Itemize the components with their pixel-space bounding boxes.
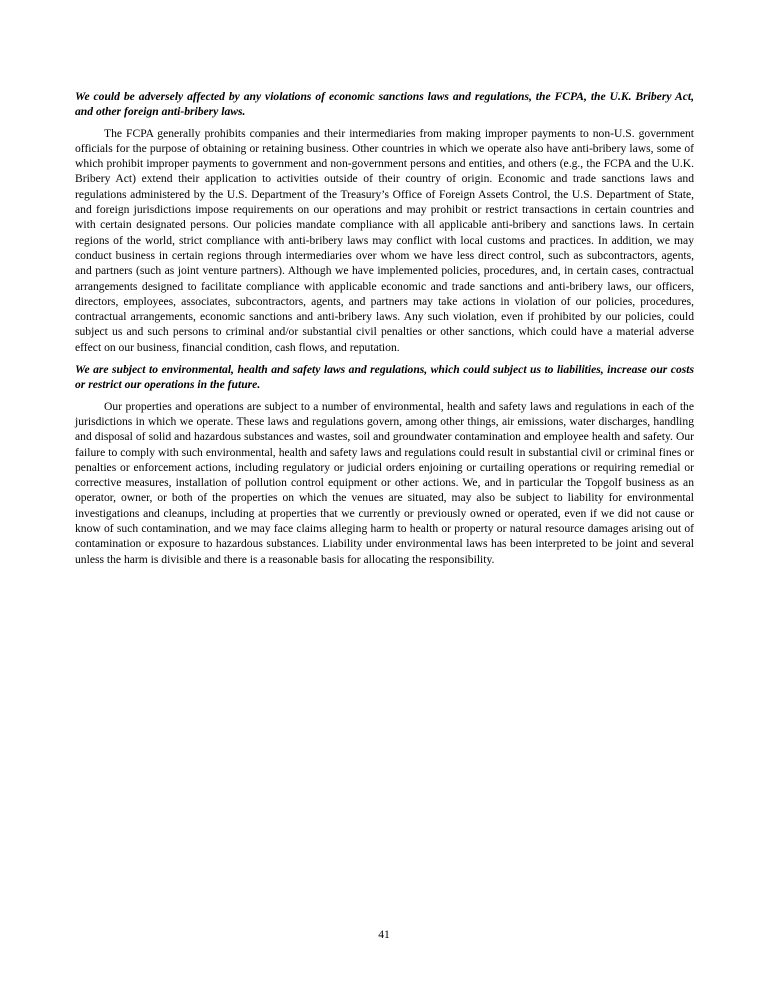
section-paragraph-environmental: Our properties and operations are subject to a number of environmental, health and safety laws and regulations in each of the jurisdictions in which we operate. These laws and regulations govern, among other things, air emissions, water discharges, handling and disposal of solid and hazardous substances and wastes, soil and groundwater contamination and employee health and safety. Our failure to comply with such environmental, health and safety laws and regulations could result in substantial civil or criminal fines or penalties or enforcement actions, including regulatory or judicial orders enjoining or curtailing operations or requiring remedial or corrective measures, installation of pollution control equipment or other actions. We, and in particular the Topgolf business as an operator, owner, or both of the properties on which the venues are situated, may also be subject to liability for environmental investigations and cleanups, including at properties that we currently or previously owned or operated, even if we did not cause or know of such contamination, and we may face claims alleging harm to health or property or natural resource damages arising out of contamination or exposure to hazardous substances. Liability under environmental laws has been interpreted to be joint and several unless the harm is divisible and there is a reasonable basis for allocating the responsibility.	[75, 399, 694, 566]
section-heading-sanctions: We could be adversely affected by any violations of economic sanctions laws and regulations, the FCPA, the U.K. Bribery Act, and other foreign anti-bribery laws.	[75, 90, 694, 119]
section-heading-environmental: We are subject to environmental, health and safety laws and regulations, which could subject us to liabilities, increase our costs or restrict our operations in the future.	[75, 363, 694, 392]
page-number: 41	[378, 928, 390, 941]
document-body	[75, 89, 694, 574]
section-paragraph-sanctions: The FCPA generally prohibits companies and their intermediaries from making improper payments to non-U.S. government officials for the purpose of obtaining or retaining business. Other countries in which we operate also have anti-bribery laws, some of which prohibit improper payments to government and non-government persons and entities, and others (e.g., the FCPA and the U.K. Bribery Act) extend their application to activities outside of their country of origin. Economic and trade sanctions laws and regulations administered by the U.S. Department of the Treasury’s Office of Foreign Assets Control, the U.S. Department of State, and foreign jurisdictions impose requirements on our operations and may prohibit or restrict transactions in certain countries and with certain designated persons. Our policies mandate compliance with all applicable anti-bribery and sanctions laws. In certain regions of the world, strict compliance with anti-bribery laws may conflict with local customs and practices. In addition, we may conduct business in certain regions through intermediaries over whom we have less direct control, such as subcontractors, agents, and partners (such as joint venture partners). Although we have implemented policies, procedures, and, in certain cases, contractual arrangements designed to facilitate compliance with applicable economic and trade sanctions and anti-bribery laws, our officers, directors, employees, associates, subcontractors, agents, and partners may take actions in violation of our policies, procedures, contractual arrangements, economic sanctions and anti-bribery laws. Any such violation, even if prohibited by our policies, could subject us and such persons to criminal and/or substantial civil penalties or other sanctions, which could have a material adverse effect on our business, financial condition, cash flows, and reputation.	[75, 126, 694, 354]
